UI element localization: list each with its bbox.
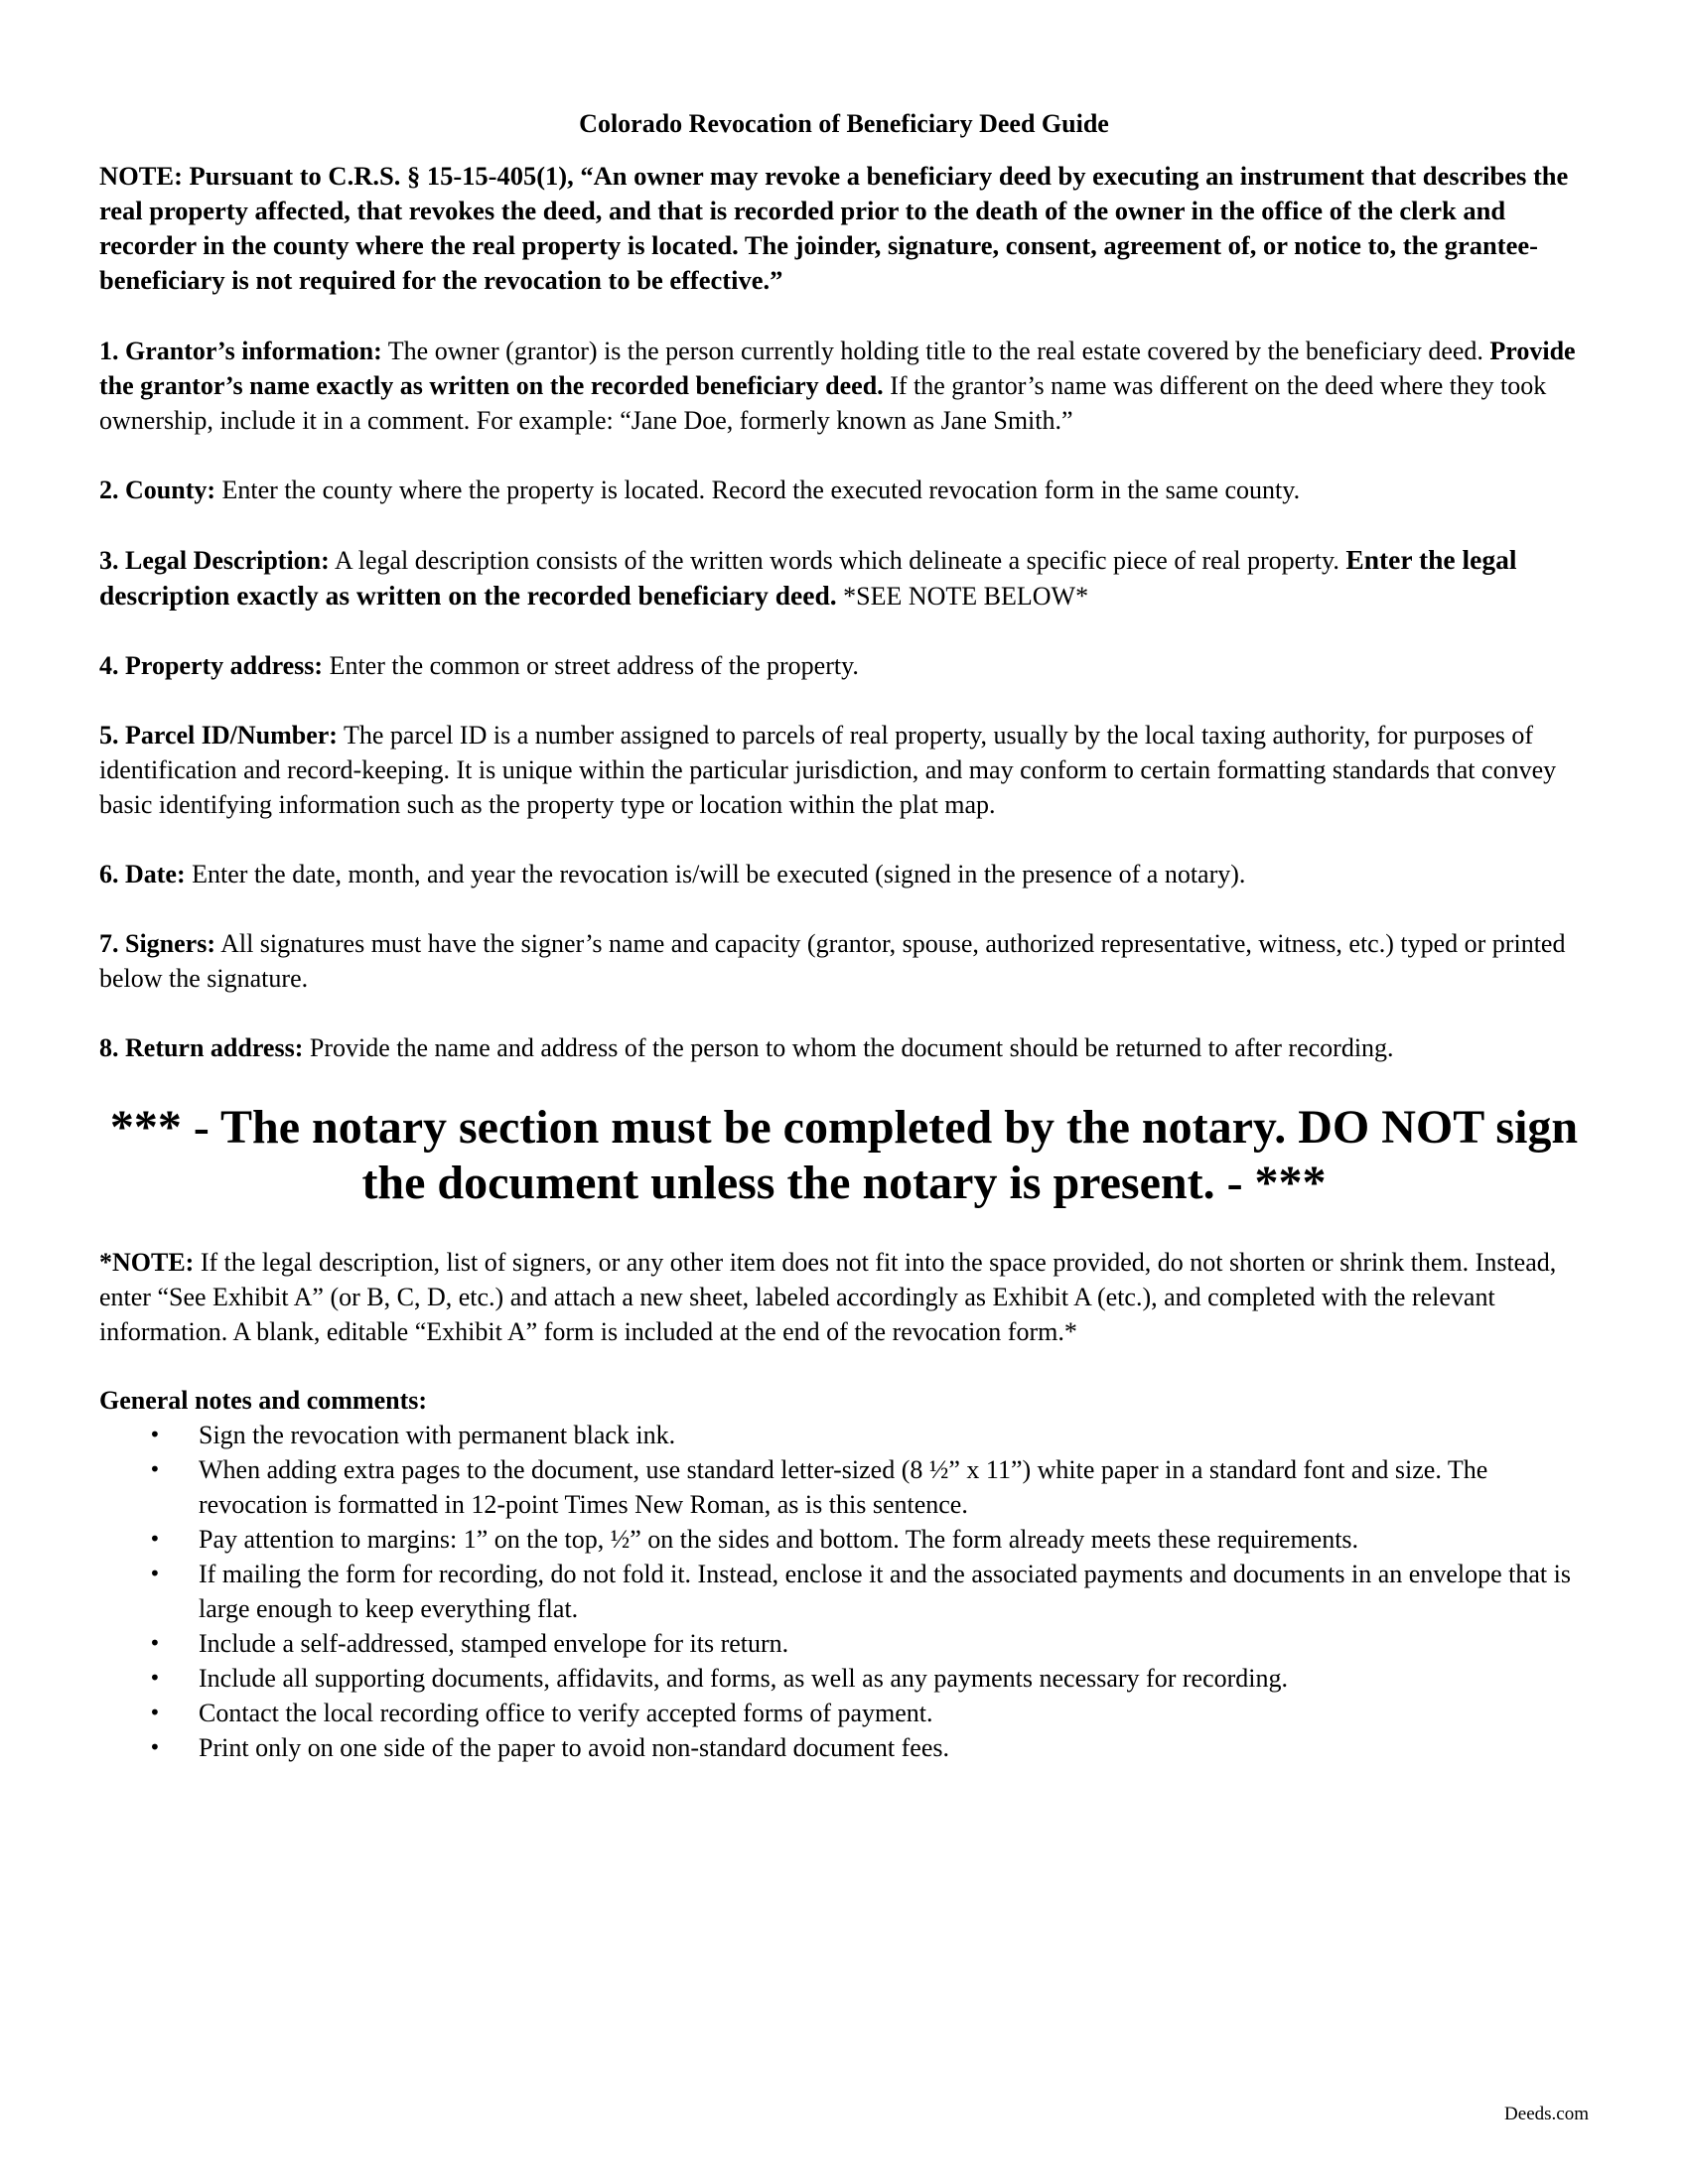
statute-note: NOTE: Pursuant to C.R.S. § 15-15-405(1), “An owner may revoke a beneficiary deed by executing an instrument that describes the real property affected, that revokes the deed, and that is recorded prior to the death of the owner in the office of the clerk and recorder in the county where the real property is located. The joinder, signature, consent, agreement of, or notice to, the grantee-beneficiary is not required for the revocation to be effective.” (99, 161, 1569, 295)
footer-brand: Deeds.com (1504, 2104, 1589, 2124)
list-item-text: Pay attention to margins: 1” on the top, ½” on the sides and bottom. The form already meets these requirements. (199, 1525, 1359, 1554)
list-item-text: Include all supporting documents, affidavits, and forms, as well as any payments necessary for recording. (199, 1664, 1288, 1693)
list-item-text: When adding extra pages to the document, use standard letter-sized (8 ½” x 11”) white paper in a standard font and size. The revocation is formatted in 12-point Times New Roman, as is this sentence. (199, 1455, 1488, 1519)
item-property-address (99, 648, 1589, 683)
item-label: 5. Parcel ID/Number: (99, 721, 338, 750)
item-grantor-info (99, 334, 1589, 438)
document-page (99, 107, 1589, 1765)
item-signers (99, 926, 1589, 996)
item-parcel-id (99, 718, 1589, 822)
general-notes-heading: General notes and comments: (99, 1386, 428, 1415)
item-emphasis: Enter the legal description exactly as written on the recorded beneficiary deed. (99, 544, 1517, 611)
item-label: 8. Return address: (99, 1033, 304, 1062)
item-label: 7. Signers: (99, 929, 215, 958)
bullet-icon: • (149, 1457, 161, 1481)
list-item (149, 1696, 1589, 1730)
item-date (99, 857, 1589, 891)
item-return-address (99, 1030, 1589, 1065)
list-item-text: Contact the local recording office to verify accepted forms of payment. (199, 1699, 933, 1727)
item-label: 2. County: (99, 476, 216, 504)
bullet-icon: • (149, 1423, 161, 1446)
bullet-icon: • (149, 1735, 161, 1759)
exhibit-note-label: *NOTE: (99, 1248, 195, 1277)
item-label: 4. Property address: (99, 651, 324, 680)
list-item (149, 1626, 1589, 1661)
list-item-text: If mailing the form for recording, do not fold it. Instead, enclose it and the associated payments and documents in an envelope that is large enough to keep everything flat. (199, 1560, 1571, 1623)
item-text: A legal description consists of the written words which delineate a specific piece of real property. (329, 546, 1346, 575)
bullet-icon: • (149, 1701, 161, 1724)
item-label: 1. Grantor’s information: (99, 337, 382, 365)
general-notes-list (99, 1418, 1589, 1765)
item-legal-description (99, 542, 1589, 614)
item-text: Enter the common or street address of the property. (323, 651, 859, 680)
list-item (149, 1730, 1589, 1765)
item-emphasis: Provide the grantor’s name exactly as written on the recorded beneficiary deed. (99, 337, 1576, 400)
item-label: 6. Date: (99, 860, 186, 888)
item-text: Enter the county where the property is located. Record the executed revocation form in the same county. (215, 476, 1301, 504)
list-item-text: Include a self-addressed, stamped envelope for its return. (199, 1629, 789, 1658)
list-item (149, 1418, 1589, 1452)
list-item-text: Sign the revocation with permanent black ink. (199, 1421, 676, 1449)
item-text: If the grantor’s name was different on the deed where they took ownership, include it in a comment. For example: “Jane Doe, formerly known as Jane Smith.” (99, 371, 1547, 435)
item-text: Provide the name and address of the person to whom the document should be returned to after recording. (303, 1033, 1394, 1062)
item-text: Enter the date, month, and year the revocation is/will be executed (signed in the presence of a notary). (185, 860, 1246, 888)
item-text: All signatures must have the signer’s name and capacity (grantor, spouse, authorized representative, witness, etc.) typed or printed below the signature. (99, 929, 1566, 993)
item-text: The parcel ID is a number assigned to parcels of real property, usually by the local taxing authority, for purposes of identification and record-keeping. It is unique within the particular jurisdiction, and may conform to certain formatting standards that convey basic identifying information such as the property type or location within the plat map. (99, 721, 1557, 819)
exhibit-note (99, 1245, 1589, 1349)
bullet-icon: • (149, 1562, 161, 1585)
item-label: 3. Legal Description: (99, 546, 330, 575)
document-title: Colorado Revocation of Beneficiary Deed Guide (579, 109, 1109, 138)
list-item (149, 1452, 1589, 1522)
bullet-icon: • (149, 1631, 161, 1655)
item-county (99, 473, 1589, 507)
item-text: *SEE NOTE BELOW* (836, 582, 1089, 611)
list-item-text: Print only on one side of the paper to avoid non-standard document fees. (199, 1733, 949, 1762)
exhibit-note-text: If the legal description, list of signers, or any other item does not fit into the space provided, do not shorten or shrink them. Instead, enter “See Exhibit A” (or B, C, D, etc.) and attach a new sheet, labeled accordingly as Exhibit A (etc.), and completed with the relevant information. A blank, editable “Exhibit A” form is included at the end of the revocation form.* (99, 1248, 1557, 1346)
list-item (149, 1522, 1589, 1557)
bullet-icon: • (149, 1527, 161, 1551)
list-item (149, 1557, 1589, 1626)
bullet-icon: • (149, 1666, 161, 1690)
notary-warning: *** - The notary section must be completed by the notary. DO NOT sign the document unless the notary is present. - *** (109, 1101, 1579, 1209)
item-text: The owner (grantor) is the person currently holding title to the real estate covered by the beneficiary deed. (381, 337, 1490, 365)
list-item (149, 1661, 1589, 1696)
